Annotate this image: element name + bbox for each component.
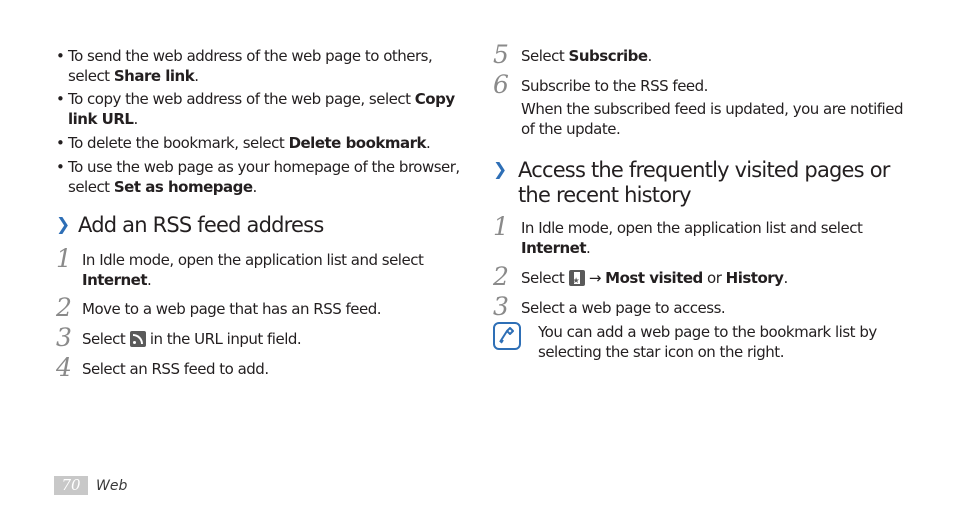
- bullet-set-homepage: [56, 157, 460, 197]
- note-icon: [493, 322, 521, 350]
- section-heading-rss: [56, 213, 456, 238]
- rss-icon: [130, 331, 146, 347]
- bullet-bold: Share link: [113, 67, 195, 85]
- step-post: .: [147, 271, 152, 289]
- step-extra: When the subscribed feed is updated, you are notified of the update.: [521, 100, 903, 138]
- bullet-delete-bookmark: [56, 133, 460, 153]
- step-number: 1: [56, 244, 72, 273]
- step-text: Subscribe to the RSS feed.: [521, 77, 708, 95]
- step-bold: Internet: [82, 271, 148, 289]
- note-text: You can add a web page to the bookmark list by selecting the star icon on the right.: [538, 323, 877, 361]
- step-post: .: [647, 47, 652, 65]
- step-bold-most-visited: Most visited: [605, 269, 703, 287]
- step-2: [56, 293, 436, 322]
- step-text: In Idle mode, open the application list and select: [521, 219, 863, 237]
- bullet-text: To delete the bookmark, select: [68, 134, 289, 152]
- bullet-text: To send the web address of the web page to others, select: [68, 47, 433, 85]
- step-text: Select: [521, 47, 569, 65]
- step-text: Select: [521, 269, 569, 287]
- step-number: 5: [493, 40, 509, 69]
- step-text: In Idle mode, open the application list and select: [82, 251, 424, 269]
- step-number: 2: [493, 262, 509, 291]
- step-6: [493, 70, 903, 139]
- step-mid: or: [702, 269, 726, 287]
- step-post: .: [586, 239, 591, 257]
- step-2-history: [493, 262, 903, 291]
- step-5: [493, 40, 903, 69]
- step-4: [56, 353, 436, 382]
- step-3-history: [493, 292, 903, 321]
- step-number: 3: [56, 323, 72, 352]
- section-title: Add an RSS feed address: [78, 213, 324, 237]
- step-text: Select an RSS feed to add.: [82, 360, 269, 378]
- step-bold: Internet: [521, 239, 587, 257]
- bullet-post: .: [252, 178, 257, 196]
- section-title: Access the frequently visited pages or the recent history: [518, 158, 890, 207]
- arrow: →: [584, 269, 606, 287]
- step-bold: Subscribe: [568, 47, 648, 65]
- bullet-bold: Delete bookmark: [288, 134, 427, 152]
- bullet-text: To use the web page as your homepage of the browser, select: [68, 158, 460, 196]
- step-text: Move to a web page that has an RSS feed.: [82, 300, 382, 318]
- chevron-right-icon: ❯: [493, 160, 507, 180]
- bullet-post: .: [194, 67, 199, 85]
- bullet-bold: Set as homepage: [113, 178, 253, 196]
- chevron-right-icon: ❯: [56, 215, 70, 235]
- bullet-post: .: [133, 110, 138, 128]
- bullet-dot: •: [56, 134, 65, 152]
- bullet-post: .: [426, 134, 431, 152]
- page-number: 70: [54, 476, 88, 495]
- bullet-copy-link: [56, 89, 460, 129]
- bullet-bold: Copy link URL: [68, 90, 455, 128]
- step-1-history: [493, 212, 903, 258]
- step-text: Select a web page to access.: [521, 299, 726, 317]
- step-1: [56, 244, 436, 290]
- step-post: .: [783, 269, 788, 287]
- footer-section-label: Web: [96, 478, 128, 494]
- bullet-dot: •: [56, 90, 65, 108]
- step-text: Select: [82, 330, 130, 348]
- bullet-text: To copy the web address of the web page, select: [68, 90, 415, 108]
- bullet-share-link: [56, 46, 460, 86]
- bullet-dot: •: [56, 47, 65, 65]
- step-number: 6: [493, 70, 509, 99]
- step-number: 4: [56, 353, 72, 382]
- bullet-dot: •: [56, 158, 65, 176]
- step-bold-history: History: [725, 269, 784, 287]
- step-number: 3: [493, 292, 509, 321]
- step-number: 1: [493, 212, 509, 241]
- step-3: [56, 323, 436, 352]
- step-post: in the URL input field.: [145, 330, 302, 348]
- step-number: 2: [56, 293, 72, 322]
- section-heading-history: [493, 158, 903, 208]
- bookmark-icon: [569, 270, 585, 286]
- note: [493, 322, 893, 362]
